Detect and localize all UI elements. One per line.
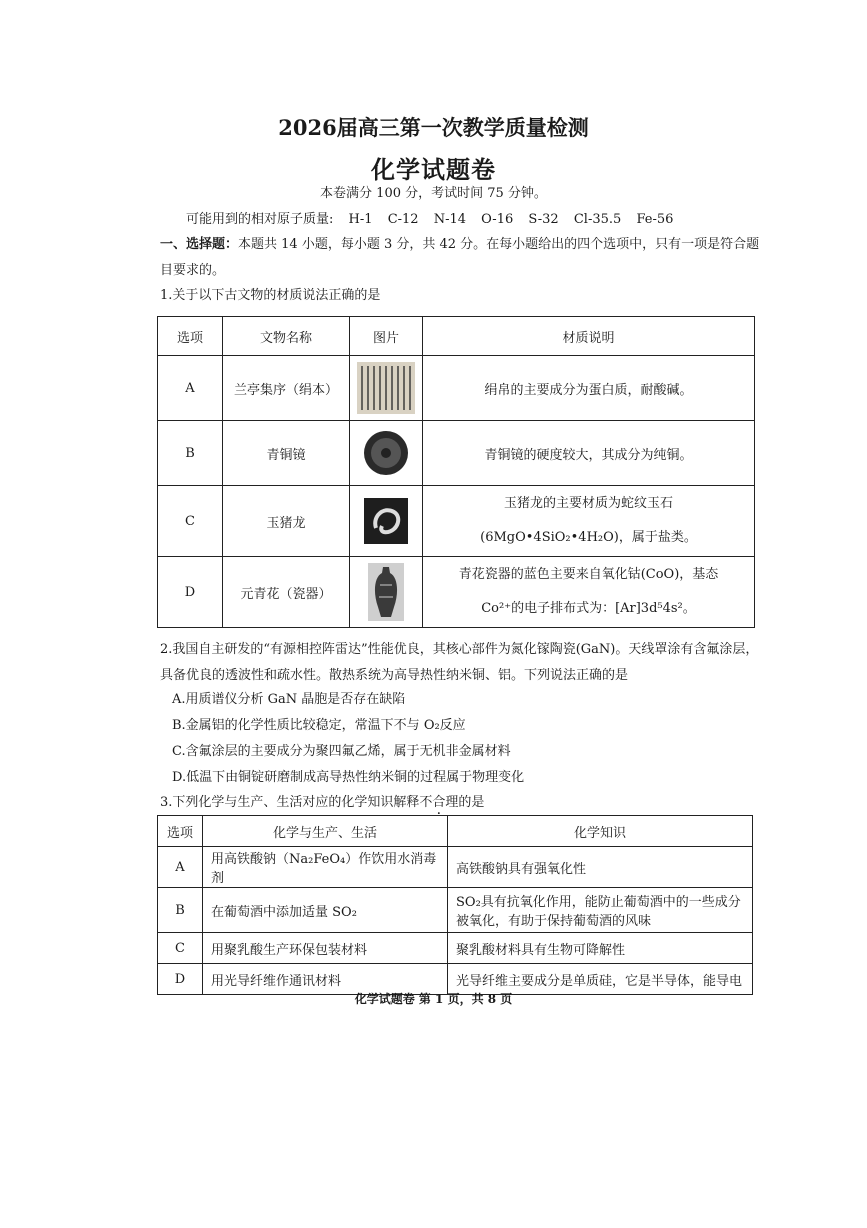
exam-info: 本卷满分 100 分，考试时间 75 分钟。 [320,186,547,201]
bronze-mirror-image [361,428,411,478]
page-footer: 化学试题卷 第 1 页，共 8 页 [354,992,513,1006]
exam-title: 2026届高三第一次教学质量检测 [278,115,589,140]
calligraphy-image [357,362,415,414]
question-2-option-a: A.用质谱仪分析 GaN 晶胞是否存在缺陷 [172,692,406,707]
atoms-label: 可能用到的相对原子质量: [186,212,334,227]
atomic-masses: 可能用到的相对原子质量: H-1 C-12 N-14 O-16 S-32 Cl-35.5 Fe-56 [186,212,674,227]
table-row: C 用聚乳酸生产环保包装材料 聚乳酸材料具有生物可降解性 [158,933,753,964]
table-row: D 用光导纤维作通讯材料 光导纤维主要成分是单质硅，它是半导体，能导电 [158,964,753,995]
table-row: A 兰亭集序（绢本） 绢帛的主要成分为蛋白质，耐酸碱。 [158,356,755,421]
question-3-stem: 3.下列化学与生产、生活对应的化学知识解释不合理的是 [160,791,484,810]
question-2-stem: 2.我国自主研发的“有源相控阵雷达”性能优良，其核心部件为氮化镓陶瓷(GaN)。天线罩涂有含氟涂层，具备优良的透波性和疏水性。散热系统为高导热性纳米铜、铝。下列说法正确的是 [160,642,759,683]
porcelain-vase-image [368,563,404,621]
question-2-option-c: C.含氟涂层的主要成分为聚四氟乙烯，属于无机非金属材料 [172,744,511,759]
section-instructions: 一、选择题：本题共 14 小题，每小题 3 分，共 42 分。在每小题给出的四个选项中，只有一项是符合题目要求的。 [160,237,760,278]
exam-subtitle: 化学试题卷 [371,155,496,184]
question-2-option-d: D.低温下由铜锭研磨制成高导热性纳米铜的过程属于物理变化 [172,770,525,785]
question-1-stem: 1.关于以下古文物的材质说法正确的是 [160,288,381,303]
table-row: A 用高铁酸钠（Na₂FeO₄）作饮用水消毒剂 高铁酸钠具有强氧化性 [158,847,753,888]
table-row: C 玉猪龙 玉猪龙的主要材质为蛇纹玉石 (6MgO•4SiO₂•4H₂O)，属于盐类。 [158,486,755,557]
question-1-table: 选项 文物名称 图片 材质说明 A 兰亭集序（绢本） 绢帛的主要成分为蛋白质，耐酸碱。 B 青铜镜 青铜镜的硬度较大，其成分为纯铜。 C 玉猪龙 玉猪龙的主要材质为蛇纹玉石 (6MgO•4SiO₂•4H₂O)，属于盐类。 D 元青花（瓷器） 青花瓷器的蓝色主要来自氧化钴(CoO)，基态 Co²⁺的电子排布式为：[Ar]3d⁵4s²。 [157,316,755,628]
question-2-option-b: B.金属铝的化学性质比较稳定，常温下不与 O₂反应 [172,718,466,733]
table-row: B 在葡萄酒中添加适量 SO₂ SO₂具有抗氧化作用，能防止葡萄酒中的一些成分被氧化，有助于保持葡萄酒的风味 [158,888,753,933]
table-row: B 青铜镜 青铜镜的硬度较大，其成分为纯铜。 [158,421,755,486]
emphasis-text: 不合理 [419,795,459,810]
jade-dragon-image [364,498,408,544]
table-row: D 元青花（瓷器） 青花瓷器的蓝色主要来自氧化钴(CoO)，基态 Co²⁺的电子排布式为：[Ar]3d⁵4s²。 [158,557,755,628]
question-3-table: 选项 化学与生产、生活 化学知识 A 用高铁酸钠（Na₂FeO₄）作饮用水消毒剂 高铁酸钠具有强氧化性 B 在葡萄酒中添加适量 SO₂ SO₂具有抗氧化作用，能防止葡萄酒中的一些成分被氧化，有助于保持葡萄酒的风味 C 用聚乳酸生产环保包装材料 聚乳酸材料具有生物可降解性 D 用光导纤维作通讯材料 光导纤维主要成分是单质硅，它是半导体，能导电 [157,815,753,995]
